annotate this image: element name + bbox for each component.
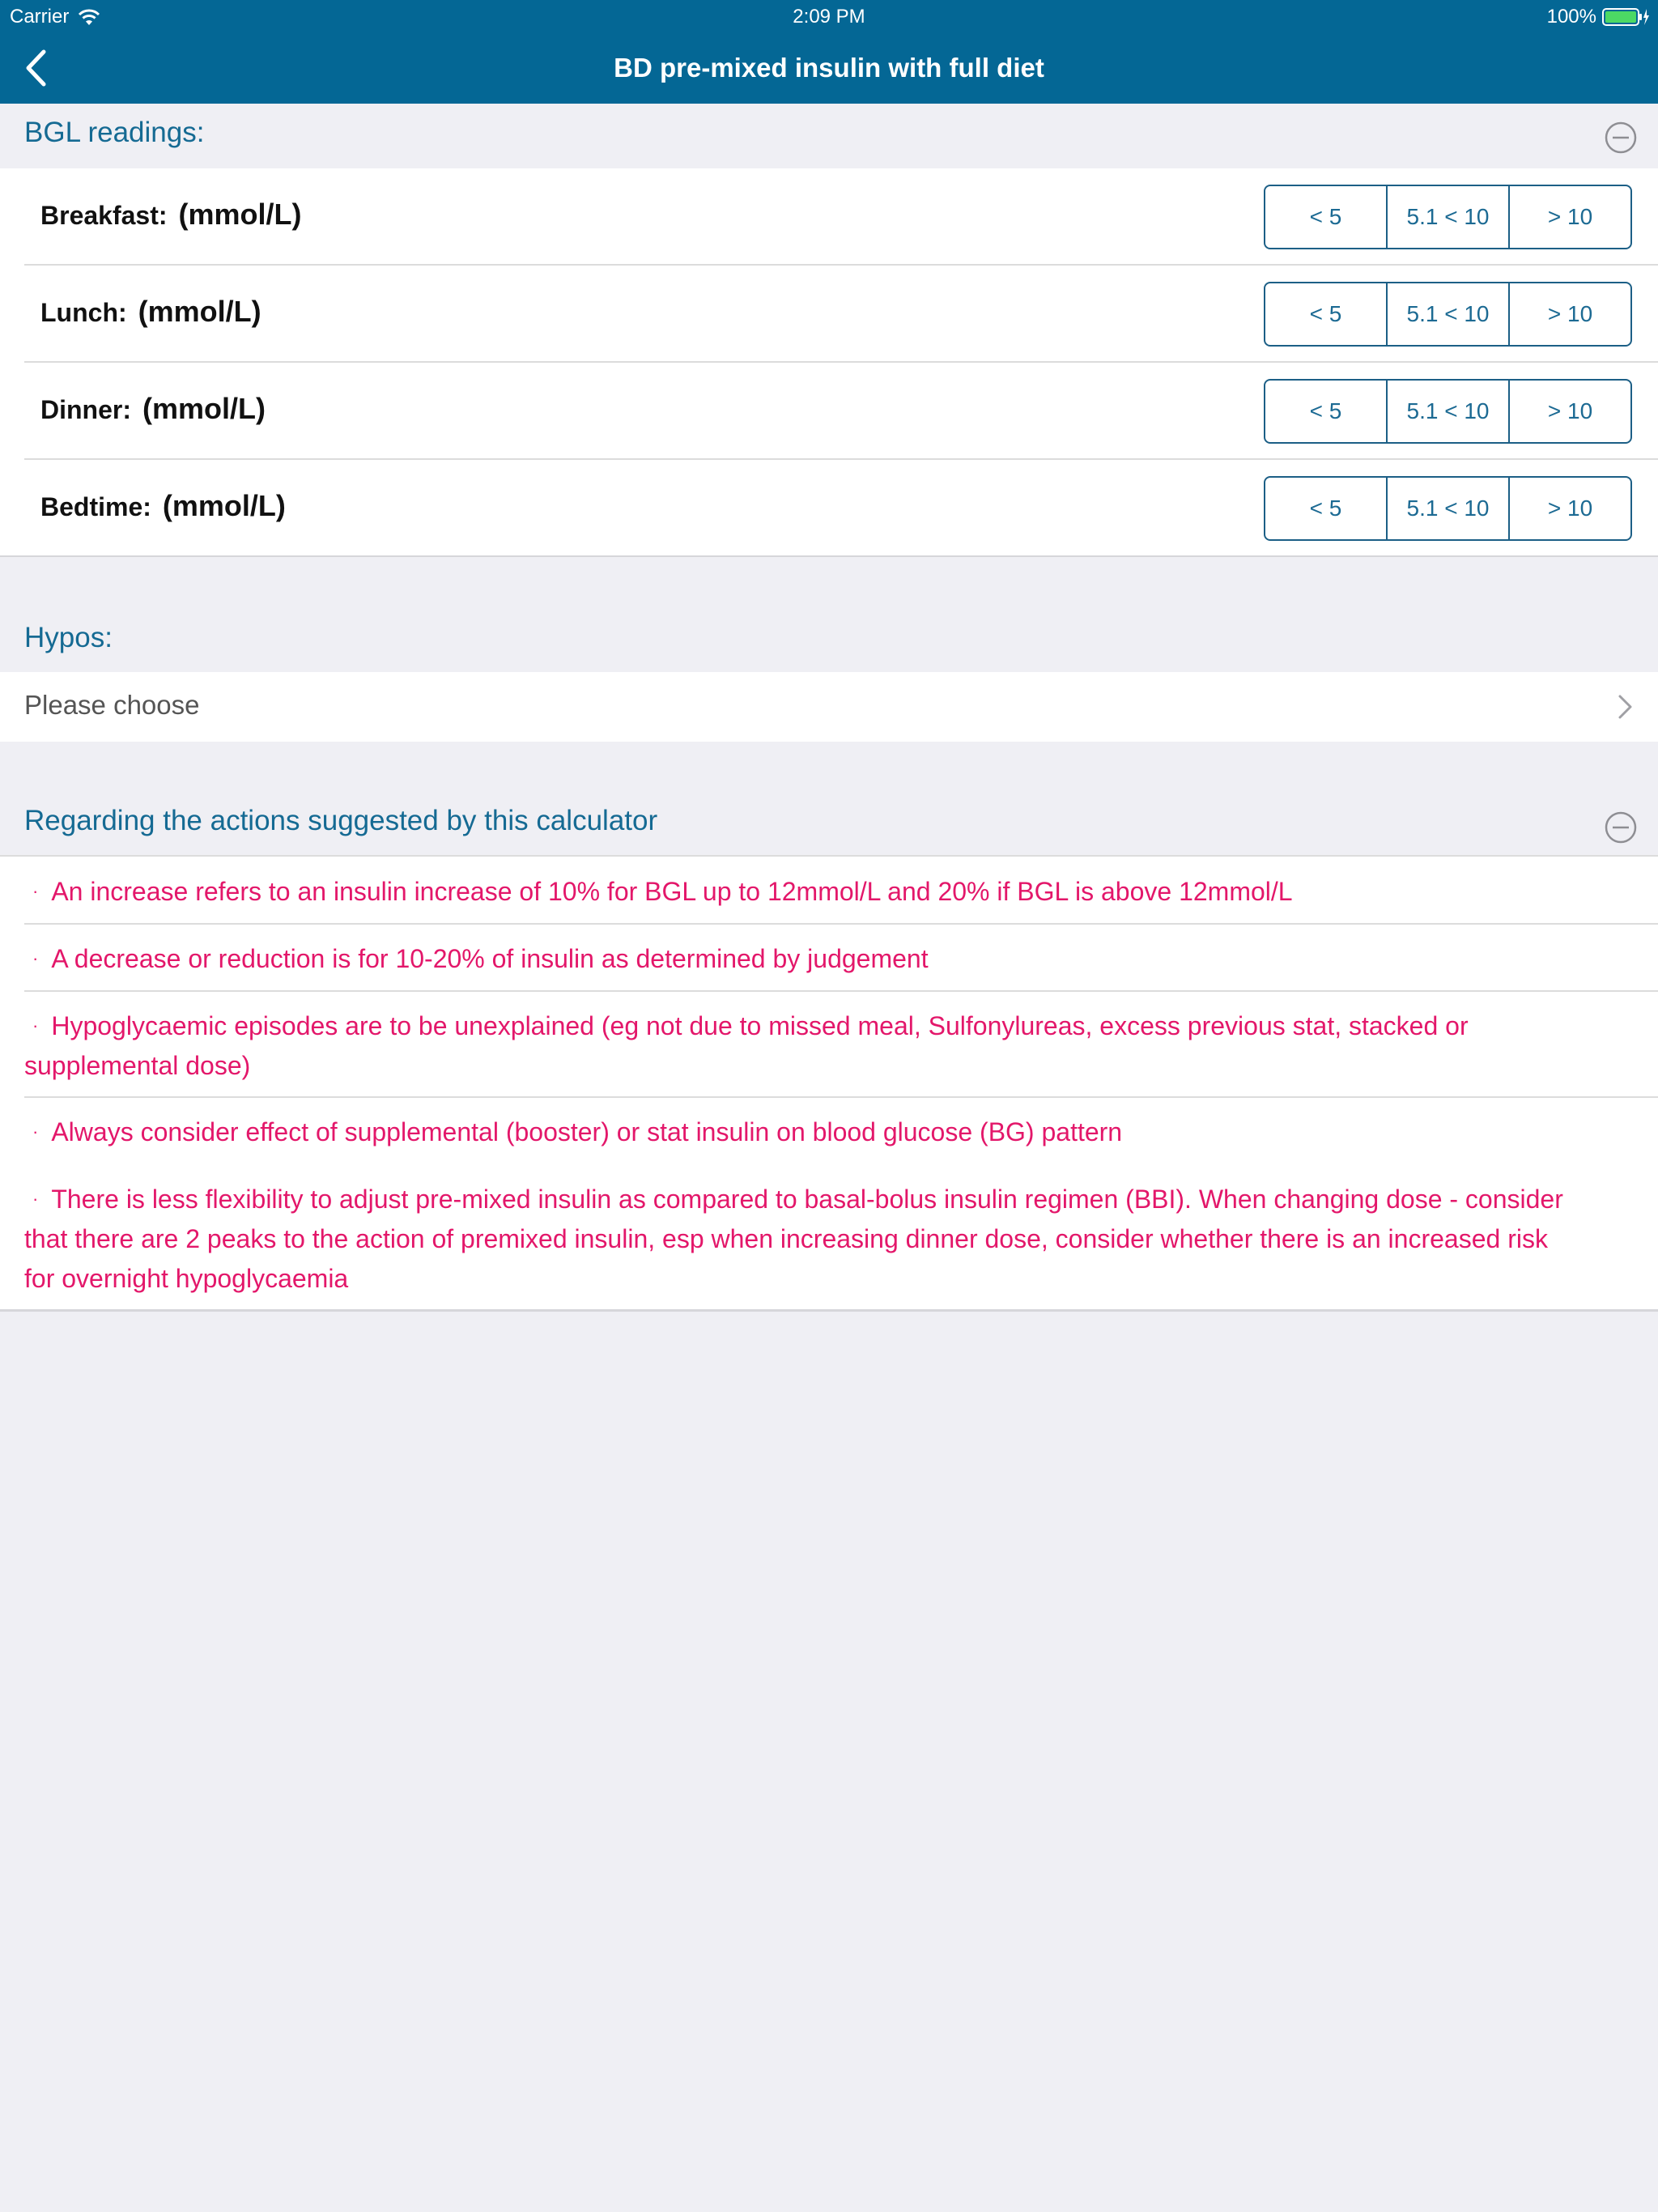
page-title: BD pre-mixed insulin with full diet [614, 53, 1044, 83]
note-divider [24, 1096, 1658, 1098]
navigation-bar [0, 0, 1658, 104]
meal-label: Dinner: [40, 395, 131, 424]
bgl-section-header [0, 113, 1658, 155]
note-divider [24, 923, 1658, 925]
bgl-row-dinner [0, 363, 1658, 460]
note-text: A decrease or reduction is for 10-20% of insulin as determined by judgement [51, 944, 929, 973]
bgl-range-selector [1264, 476, 1632, 541]
bgl-row-label [40, 489, 286, 523]
calculator-notes-list [0, 855, 1658, 1312]
bgl-row-breakfast [0, 168, 1658, 266]
unit-label: (mmol/L) [178, 198, 302, 231]
meal-label: Bedtime: [40, 492, 151, 521]
hypos-section-header [0, 619, 1658, 662]
note-item [24, 1112, 1585, 1152]
bullet-icon: · [32, 948, 39, 968]
charging-bolt-icon [1643, 9, 1649, 25]
battery-icon [1601, 6, 1650, 28]
bgl-row-lunch [0, 266, 1658, 363]
battery-percent: 100% [1546, 6, 1596, 28]
bgl-readings-list [0, 168, 1658, 557]
note-item [24, 1179, 1585, 1299]
note-divider [24, 990, 1658, 992]
carrier-label: Carrier [10, 6, 70, 28]
range-option-high[interactable]: > 10 [1508, 283, 1630, 345]
bgl-range-selector [1264, 282, 1632, 347]
note-text: An increase refers to an insulin increase of 10% for BGL up to 12mmol/L and 20% if BGL is above 12mmol/L [51, 877, 1293, 906]
range-option-mid[interactable]: 5.1 < 10 [1386, 381, 1508, 442]
bgl-range-selector [1264, 185, 1632, 249]
unit-label: (mmol/L) [162, 489, 286, 522]
range-option-mid[interactable]: 5.1 < 10 [1386, 478, 1508, 539]
bullet-icon: · [32, 881, 39, 901]
range-option-mid[interactable]: 5.1 < 10 [1386, 186, 1508, 248]
note-text: There is less flexibility to adjust pre-mixed insulin as compared to basal-bolus insulin regimen (BBI). When changing dose - consider that there are 2 peaks to the action of premixed insulin, esp when increasing dinner dose, consider whether there is an increased risk for overnight hypoglycaemia [24, 1185, 1563, 1293]
bgl-row-bedtime [0, 460, 1658, 557]
chevron-right-icon [1618, 691, 1634, 722]
range-option-high[interactable]: > 10 [1508, 478, 1630, 539]
meal-label: Breakfast: [40, 201, 168, 230]
note-text: Always consider effect of supplemental (booster) or stat insulin on blood glucose (BG) pattern [51, 1117, 1123, 1146]
minus-circle-icon[interactable] [1605, 811, 1637, 844]
bgl-row-label [40, 198, 302, 232]
status-battery [1547, 3, 1650, 31]
note-item [24, 938, 1585, 979]
notes-section-header [0, 802, 1658, 847]
note-item [24, 871, 1585, 912]
bullet-icon: · [32, 1121, 39, 1142]
range-option-high[interactable]: > 10 [1508, 186, 1630, 248]
bgl-header-label: BGL readings: [24, 117, 205, 148]
range-option-low[interactable]: < 5 [1309, 398, 1342, 423]
status-time: 2:09 PM [793, 6, 865, 28]
hypos-header-label: Hypos: [24, 622, 113, 653]
note-text: Hypoglycaemic episodes are to be unexplained (eg not due to missed meal, Sulfonylureas, excess previous stat, stacked or supplemental dose) [24, 1011, 1469, 1080]
range-option-mid[interactable]: 5.1 < 10 [1386, 283, 1508, 345]
notes-header-label: Regarding the actions suggested by this calculator [24, 805, 658, 836]
minus-circle-icon[interactable] [1605, 121, 1637, 154]
bgl-row-label [40, 295, 261, 329]
unit-label: (mmol/L) [142, 392, 266, 425]
range-option-high[interactable]: > 10 [1508, 381, 1630, 442]
bullet-icon: · [32, 1015, 39, 1036]
hypos-picker[interactable] [0, 672, 1658, 742]
unit-label: (mmol/L) [138, 295, 261, 328]
bgl-row-label [40, 392, 266, 426]
hypos-placeholder: Please choose [24, 690, 200, 720]
range-option-low[interactable]: < 5 [1309, 204, 1342, 229]
meal-label: Lunch: [40, 298, 127, 327]
bullet-icon: · [32, 1189, 39, 1209]
range-option-low[interactable]: < 5 [1309, 301, 1342, 326]
note-item [24, 1006, 1585, 1086]
bgl-range-selector [1264, 379, 1632, 444]
range-option-low[interactable]: < 5 [1309, 496, 1342, 521]
